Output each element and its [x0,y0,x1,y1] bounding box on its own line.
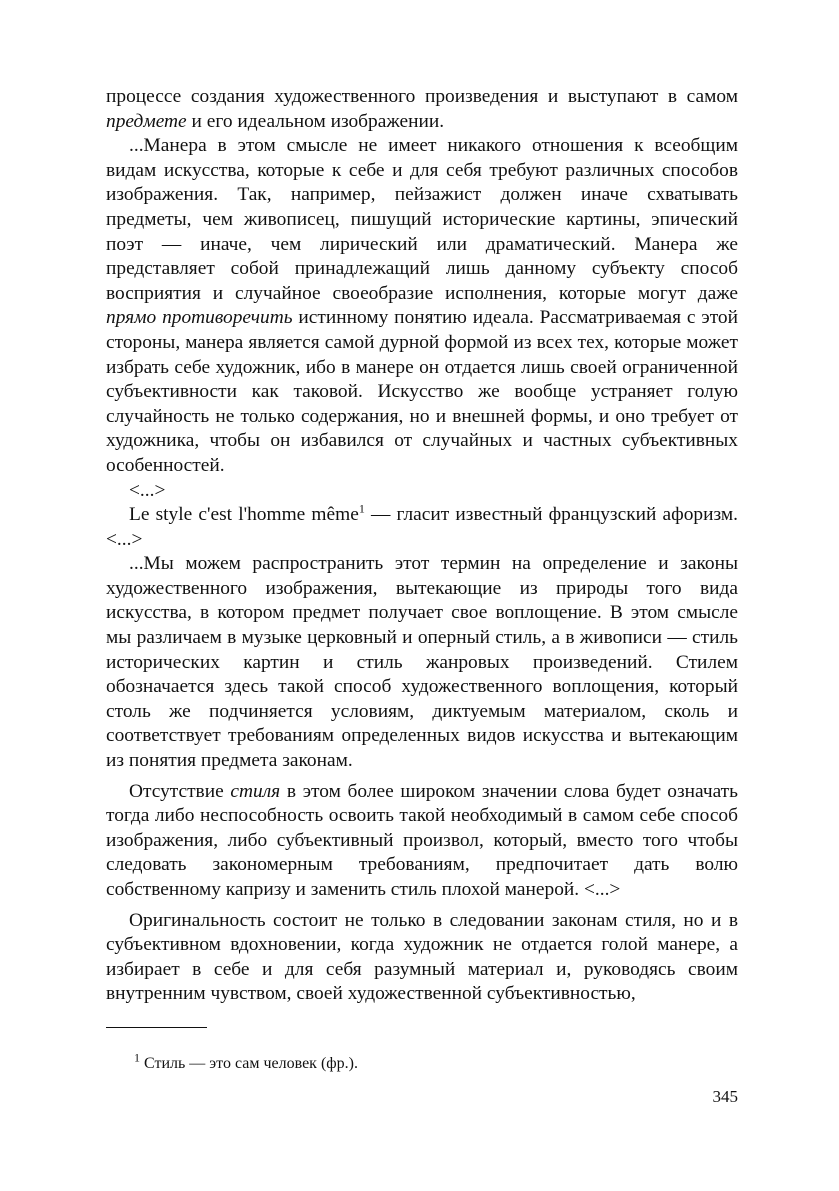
paragraph-5: ...Мы можем распространить этот термин на определение и законы художественного изображения, вытекающие из природы того вида искусства, в котором предмет получает свое воплощение. В этом смысле мы различаем в музыке церковный и оперный стиль, а в живописи — стиль исторических картин и стиль жанровых произведений. Стилем обозначается здесь такой способ художественного воплощения, который столь же подчиняется условиям, диктуемым материалом, сколь и соответствует требованиям определенных видов искусства и вытекающим из понятия предмета законам. [106,553,738,772]
paragraph-6 [106,780,738,903]
paragraph-2-text-end: истинному понятию идеала. Рассматриваемая с этой стороны, манера является самой дурной формой из всех тех, которые может избрать себе художник, ибо в манере он отдается лишь своей ограниченной субъективности как таковой. Искусство же вообще устраняет голую случайность не только содержания, но и внешней формы, и оно требует от художника, чтобы он избавился от случайных и частных субъективных особенностей. [106,307,738,476]
paragraph-2-text: ...Манера в этом смысле не имеет никакого отношения к всеобщим видам искусства, которые к себе и для себя требуют различных способов изображения. Так, например, пейзажист должен иначе схватывать предметы, чем живописец, пишущий исторические картины, эпический поэт — иначе, чем лирический или драматический. Манера же представляет собой принадлежащий лишь данному субъекту способ восприятия и случайное своеобразие исполнения, которые могут даже [106,135,738,304]
paragraph-6-text: Отсутствие [129,780,231,802]
paragraph-4 [106,503,738,552]
paragraph-6-text-end: в этом более широком значении слова будет означать тогда либо неспособность освоить такой необходимый в самом себе способ изображения, либо субъективный произвол, который, вместо того чтобы следовать закономерным требованиям, предпочитает дать волю собственному капризу и заменить стиль плохой манерой. <...> [106,780,739,900]
paragraph-4-text: — гласит известный французский афоризм. <...> [106,504,738,550]
paragraph-1-emphasis: предмете [106,110,187,132]
paragraph-1 [106,85,738,134]
footnote [134,1050,358,1074]
paragraph-6-emphasis: стиля [230,780,281,802]
footnote-divider [106,1027,207,1028]
footnote-reference-mark: 1 [358,501,365,516]
paragraph-4-quote: Le style c'est l'homme même [129,504,359,526]
paragraph-2-emphasis: прямо противоречить [106,307,293,329]
paragraph-2 [106,134,738,478]
page-body [106,85,738,1007]
paragraph-1-text-end: и его идеальном изображении. [186,110,445,132]
page-number: 345 [712,1087,738,1106]
footnote-mark: 1 [134,1050,140,1065]
paragraph-1-text: процессе создания художественного произведения и выступают в самом [106,86,738,107]
paragraph-7: Оригинальность состоит не только в следовании законам стиля, но и в субъективном вдохновении, когда художник не отдается голой манере, а избирает в себе и для себя разумный материал и, руководясь своим внутренним чувством, своей художественной субъективностью, [106,909,738,1005]
paragraph-3-ellipsis: <...> [129,479,166,501]
footnote-text: Стиль — это сам человек (фр.). [140,1055,358,1072]
